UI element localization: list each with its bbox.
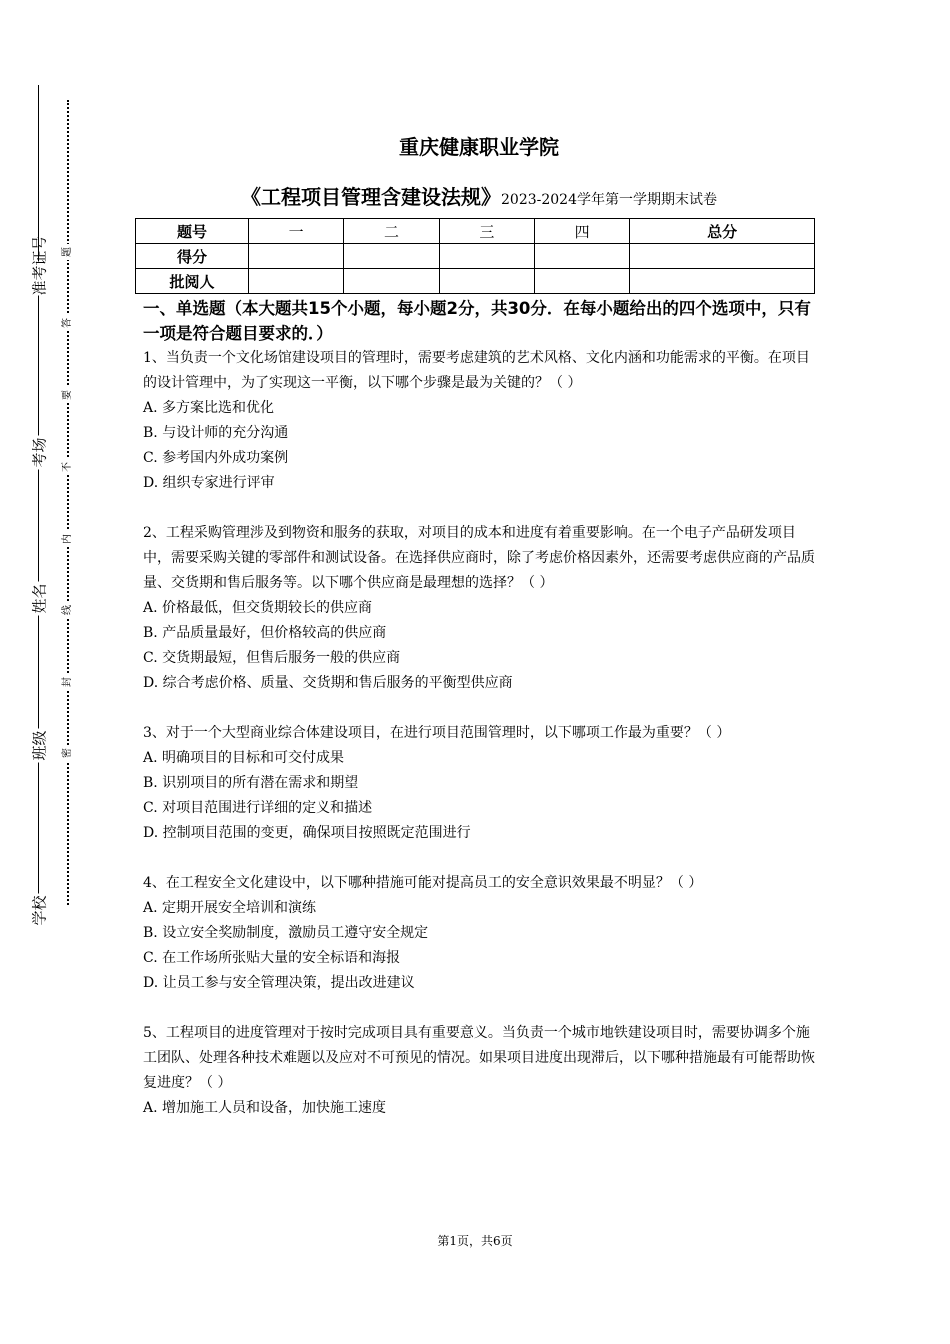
- question-stem: 3、对于一个大型商业综合体建设项目，在进行项目范围管理时，以下哪项工作最为重要？（ ）: [143, 725, 731, 741]
- option-a[interactable]: A. 定期开展安全培训和演练: [143, 900, 317, 916]
- binding-margin: [0, 0, 90, 1344]
- student-name-label: 姓名: [30, 583, 49, 614]
- grader-cell[interactable]: [439, 269, 534, 294]
- school-name: 重庆健康职业学院: [399, 135, 559, 159]
- page-footer: 第1页，共6页: [437, 1234, 513, 1248]
- term-title: 2023-2024学年第一学期期末试卷: [501, 192, 717, 208]
- option-b[interactable]: B. 产品质量最好，但价格较高的供应商: [143, 625, 387, 641]
- score-col-3: 三: [439, 219, 534, 244]
- option-a[interactable]: A. 明确项目的目标和可交付成果: [143, 750, 345, 766]
- score-row-label: 得分: [136, 244, 249, 269]
- option-a[interactable]: A. 价格最低，但交货期较长的供应商: [143, 600, 373, 616]
- question-stem: 5、工程项目的进度管理对于按时完成项目具有重要意义。当负责一个城市地铁建设项目时，需要协调多个施工团队、处理各种技术难题以及应对不可预见的情况。如果项目进度出现滞后，以下哪种措施最有可能帮助恢复进度？（ ）: [143, 1025, 815, 1091]
- option-c[interactable]: C. 交货期最短，但售后服务一般的供应商: [143, 650, 401, 666]
- score-col-4: 四: [534, 219, 629, 244]
- option-d[interactable]: D. 组织专家进行评审: [143, 475, 275, 491]
- class-label: 班级: [30, 730, 49, 761]
- seal-char: 密: [61, 745, 75, 761]
- school-label: 学校: [30, 895, 49, 926]
- score-cell[interactable]: [344, 244, 439, 269]
- option-d[interactable]: D. 让员工参与安全管理决策，提出改进建议: [143, 975, 415, 991]
- score-col-total: 总分: [630, 219, 815, 244]
- score-cell[interactable]: [249, 244, 344, 269]
- option-d[interactable]: D. 综合考虑价格、质量、交货期和售后服务的平衡型供应商: [143, 675, 513, 691]
- option-d[interactable]: D. 控制项目范围的变更，确保项目按照既定范围进行: [143, 825, 471, 841]
- exam-room-label: 考场: [30, 437, 49, 468]
- question-3: [143, 721, 815, 846]
- question-1: [143, 346, 815, 496]
- score-col-label: 题号: [136, 219, 249, 244]
- binding-dotted-line: [67, 100, 69, 905]
- grader-cell[interactable]: [534, 269, 629, 294]
- grader-row-label: 批阅人: [136, 269, 249, 294]
- score-table: [135, 218, 815, 294]
- exam-title: [143, 181, 815, 210]
- score-table-header-row: [136, 219, 815, 244]
- exam-id-label: 准考证号: [30, 235, 49, 296]
- option-c[interactable]: C. 对项目范围进行详细的定义和描述: [143, 800, 373, 816]
- question-5: [143, 1021, 815, 1121]
- binding-solid-line: [38, 85, 39, 925]
- option-c[interactable]: C. 参考国内外成功案例: [143, 450, 289, 466]
- seal-char: 不: [61, 459, 75, 475]
- grader-row: [136, 269, 815, 294]
- option-b[interactable]: B. 设立安全奖励制度，激励员工遵守安全规定: [143, 925, 429, 941]
- question-stem: 2、工程采购管理涉及到物资和服务的获取，对项目的成本和进度有着重要影响。在一个电子产品研发项目中，需要采购关键的零部件和测试设备。在选择供应商时，除了考虑价格因素外，还需要考虑供应商的产品质量、交货期和售后服务等。以下哪个供应商是最理想的选择？（ ）: [143, 525, 815, 591]
- seal-char: 内: [61, 531, 75, 547]
- question-stem: 4、在工程安全文化建设中，以下哪种措施可能对提高员工的安全意识效果最不明显？（ ）: [143, 875, 703, 891]
- score-cell[interactable]: [630, 244, 815, 269]
- grader-cell[interactable]: [344, 269, 439, 294]
- score-row: [136, 244, 815, 269]
- section-heading: 一、单选题（本大题共15个小题，每小题2分，共30分．在每小题给出的四个选项中，只有一项是符合题目要求的．）: [143, 299, 811, 343]
- seal-char: 线: [61, 602, 75, 618]
- seal-char: 答: [61, 315, 75, 331]
- grader-cell[interactable]: [630, 269, 815, 294]
- option-b[interactable]: B. 与设计师的充分沟通: [143, 425, 289, 441]
- option-a[interactable]: A. 多方案比选和优化: [143, 400, 275, 416]
- score-col-1: 一: [249, 219, 344, 244]
- question-stem: 1、当负责一个文化场馆建设项目的管理时，需要考虑建筑的艺术风格、文化内涵和功能需求的平衡。在项目的设计管理中，为了实现这一平衡，以下哪个步骤是最为关键的？（ ）: [143, 350, 810, 391]
- question-2: [143, 521, 815, 696]
- seal-char: 题: [61, 244, 75, 260]
- seal-char: 封: [61, 674, 75, 690]
- seal-char: 要: [61, 387, 75, 403]
- option-b[interactable]: B. 识别项目的所有潜在需求和期望: [143, 775, 359, 791]
- course-title: 《工程项目管理含建设法规》: [241, 185, 501, 209]
- score-col-2: 二: [344, 219, 439, 244]
- option-a[interactable]: A. 增加施工人员和设备，加快施工速度: [143, 1100, 387, 1116]
- score-cell[interactable]: [534, 244, 629, 269]
- option-c[interactable]: C. 在工作场所张贴大量的安全标语和海报: [143, 950, 401, 966]
- grader-cell[interactable]: [249, 269, 344, 294]
- question-4: [143, 871, 815, 996]
- score-cell[interactable]: [439, 244, 534, 269]
- question-list: [143, 346, 815, 1146]
